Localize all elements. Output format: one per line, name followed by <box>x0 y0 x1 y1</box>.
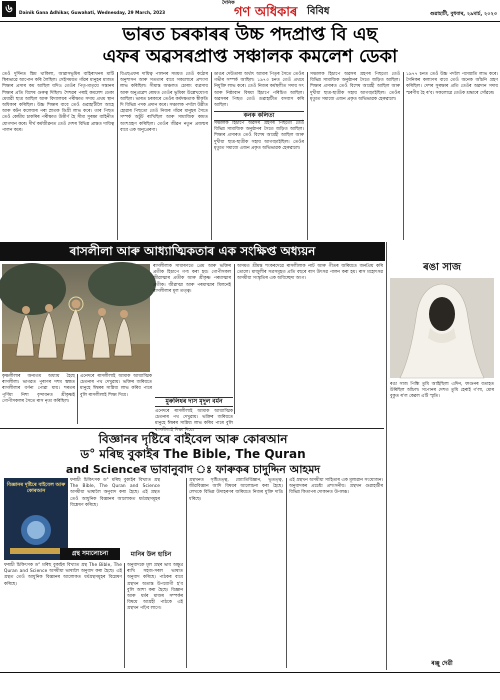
lead-headline-line2: এফৰ অৱসৰপ্ৰাপ্ত সঞ্চালক কমলেশ ডেকা <box>102 46 398 67</box>
rasalila-text-mid: ৰাসলীলাক সাধাৰণতে প্ৰেম আৰু ভক্তিৰ প্ৰতীক হিচাপে গণ্য কৰা হয়। গোপীসকল জীৱাত্মাৰ প্ৰতীক আৰু শ্ৰীকৃষ্ণ পৰমাত্মাৰ প্ৰতীক। জীৱাত্মা আৰু পৰমাত্মাৰ মিলনেই ৰাসলীলাৰ মূল তত্ত্ব। <box>153 264 231 294</box>
page-header <box>0 0 500 22</box>
poem-title: ৰঙা সাজ <box>423 262 461 273</box>
science-text-bottom-left: ফৰাচী চিকিৎসক ড° মৰিছ বুকাইৰ বিখ্যাত গ্ৰন্থ The Bible, The Quran and Science অসমীয়া ভাষালৈ অনুবাদ কৰা হৈছে। এই গ্ৰন্থত তেওঁ আধুনিক বিজ্ঞানৰ আলোকত ধৰ্মগ্ৰন্থসমূহৰ বিশ্লেষণ কৰিছে। <box>4 563 122 587</box>
col-divider <box>211 72 212 240</box>
lead-col-3: ডাঙৰ দেউতাৰা অৰ্থাৎ আমাৰ পিতৃৰ সৈতে তেওঁৰ গভীৰ সম্পৰ্ক আছিল। ১৯৭৩ চনত তেওঁ প্ৰথমে নিযুক্তি লাভ কৰে। তেওঁ নিজৰ কৰ্মস্থলীত সদায় সৎ আৰু নিষ্ঠাবান বিষয়া হিচাপে পৰিচিত আছিল। অৱসৰৰ পিছত তেওঁ গুৱাহাটীত বসবাস কৰি আছিল। <box>214 72 304 109</box>
rasalila-text-bottom: এনেদৰে ৰাসলীলাই আমাক আধ্যাত্মিক চেতনাৰ পথ দেখুৱায়। ভক্তিৰ জৰিয়তে মানুহে ঈশ্বৰৰ সান্নিধ্য লাভ কৰিব পাৰে বুলি ৰাসলীলাই শিক্ষা দিয়ে। <box>80 374 152 398</box>
dateline: Dainik Gana Adhikar, Guwahati, Wednesday, 29 March, 2023 <box>19 11 166 16</box>
veiled-woman-image <box>390 278 494 378</box>
lead-col-2: বিএছএফৰ দায়িত্ব পালনৰ সময়ত তেওঁ কঠোৰ অনুশাসন আৰু সততাৰ বাবে সকলোৰে প্ৰশংসা লাভ কৰিছিল। সীমান্ত অঞ্চলত চোৰাং ব্যৱসায় আৰু অনুপ্ৰৱেশ ৰোধত তেওঁৰ ভূমিকা উল্লেখযোগ্য আছিল। ভাৰত চৰকাৰে তেওঁৰ কৰ্মদক্ষতাক স্বীকৃতি দি বিভিন্ন পদক প্ৰদান কৰে। সঞ্চালক পদলৈ উন্নীত হোৱাৰ পিছতো তেওঁ নিজৰ গাঁৱৰ মানুহৰ সৈতে সম্পৰ্ক অটুট ৰাখিছিল আৰু সামাজিক কামত অংশগ্ৰহণ কৰিছিল। তেওঁৰ জীৱন নতুন প্ৰজন্মৰ বাবে এক অনুপ্ৰেৰণা। <box>120 72 208 133</box>
lead-col-4: সঞ্চালক হিচাপে অৱসৰ গ্ৰহণৰ পিছতো তেওঁ বিভিন্ন সামাজিক অনুষ্ঠানৰ সৈতে জড়িত আছিল। শিক্ষাৰ প্ৰসাৰত তেওঁ বিশেষ আগ্ৰহী আছিল আৰু দুখীয়া ছাত্ৰ-ছাত্ৰীক সহায় আগবঢ়াইছিল। তেওঁৰ মৃত্যুত সমাজে এজন প্ৰকৃত অভিভাৱক হেৰুৱালে। <box>310 72 400 102</box>
science-text-right: গ্ৰন্থখনত সৃষ্টিতত্ত্ব, জ্যোতিৰ্বিজ্ঞান, ভূতত্ত্ব, জীৱবিজ্ঞান আদি বিষয়ৰ আলোচনা কৰা হৈছে। লেখকে বিভিন্ন উদাহৰণৰ জৰিয়তে নিজৰ যুক্তি দাঙি ধৰিছে। <box>189 478 283 502</box>
poem-photo <box>390 278 494 378</box>
book-cover-art-image <box>4 508 68 558</box>
col-divider <box>307 72 308 240</box>
science-text-left: ফৰাচী চিকিৎসক ড° মৰিছ বুকাইৰ বিখ্যাত গ্ৰন্থ The Bible, The Quran and Science অসমীয়া ভাষালৈ অনুবাদ কৰা হৈছে। এই গ্ৰন্থত তেওঁ আধুনিক বিজ্ঞানৰ আলোকত ধৰ্মগ্ৰন্থসমূহৰ বিশ্লেষণ কৰিছে। <box>70 478 160 508</box>
footer-rule <box>0 672 500 673</box>
col-divider <box>403 72 404 240</box>
header-rule <box>0 21 500 22</box>
review-tag: গ্ৰন্থ সমালোচনা <box>60 548 120 560</box>
science-headline-line3: and Scienceৰ ভাবানুবাদ ঃ ফাৰুকৰ চাদুদ্দিন আহমদ <box>65 463 321 476</box>
rasalila-text-bottom2: এনেদৰে ৰাসলীলাই আমাক আধ্যাত্মিক চেতনাৰ পথ দেখুৱায়। ভক্তিৰ জৰিয়তে মানুহে ঈশ্বৰৰ সান্নিধ্য লাভ কৰিব পাৰে বুলি ৰাসলীলাই শিক্ষা দিয়ে। <box>155 409 233 433</box>
col-divider <box>186 478 187 668</box>
book-cover <box>4 478 68 560</box>
col-divider <box>77 374 78 424</box>
col-divider <box>234 264 235 414</box>
rasalila-text-right: অসমত শ্ৰীমন্ত শংকৰদেৱে ৰাসলীলাক নাট আৰু গীতৰ জৰিয়তে জনপ্ৰিয় কৰি তোলে। মাজুলীৰ সত্ৰসমূহত প্ৰতি বছৰে ৰাস উৎসৱ পালন কৰা হয়। ৰাস মহোৎসৱ অসমীয়া সংস্কৃতিৰ এক অবিচ্ছেদ্য অংগ। <box>237 264 383 282</box>
page-number: ৬ <box>2 1 16 17</box>
rasalila-byline: মুৰুলিধৰ দাস মৃদুল বৰ্মন <box>155 397 233 407</box>
krishna-gopis-painting-image <box>2 264 150 372</box>
section-label: বিবিধ <box>307 6 330 17</box>
rasalila-painting <box>2 264 150 372</box>
masthead-small: দৈনিক <box>222 0 235 6</box>
poem-text: ৰঙা সাজ পিন্ধি তুমি আহিছিলা এদিন, ফাগুনৰ বতাহত উৰিছিল আঁচল। সপোনৰ দেশত তুমি হেৰাই গ'লা, মোৰ বুকুত ৰ'ল কেৱল এটি স্মৃতি। <box>390 382 494 400</box>
col-divider <box>124 563 125 668</box>
date-assamese: গুৱাহাটী, বুধবাৰ, ২৯মাৰ্চ, ২০২৩ <box>429 11 497 17</box>
science-headline-line2: ড° মৰিছ বুকাইৰ The Bible, The Quran <box>80 447 306 461</box>
science-text-far: এই গ্ৰন্থখন অসমীয়া সাহিত্যৰ এক মূল্যৱান সংযোজন। অনুবাদকৰ প্ৰচেষ্টা প্ৰশংসনীয়। গ্ৰন্থখন গুৱাহাটীৰ বিভিন্ন কিতাপৰ দোকানত উপলব্ধ। <box>289 478 383 496</box>
lead-subhead: কনক কলিতা <box>214 111 304 121</box>
poem-author: ৰঞ্জু দেৱী <box>431 660 453 667</box>
lead-col-3b: সঞ্চালক হিচাপে অৱসৰ গ্ৰহণৰ পিছতো তেওঁ বিভিন্ন সামাজিক অনুষ্ঠানৰ সৈতে জড়িত আছিল। শিক্ষাৰ প্ৰসাৰত তেওঁ বিশেষ আগ্ৰহী আছিল আৰু দুখীয়া ছাত্ৰ-ছাত্ৰীক সহায় আগবঢ়াইছিল। তেওঁৰ মৃত্যুত সমাজে এজন প্ৰকৃত অভিভাৱক হেৰুৱালে। <box>214 121 304 151</box>
section-rule <box>0 428 384 429</box>
science-headline-line1: বিজ্ঞানৰ দৃষ্টিৰে বাইবেল আৰু কোৰআন <box>98 432 288 446</box>
book-cover-title: বিজ্ঞানৰ দৃষ্টিৰে বাইবেল আৰু কোৰআন <box>6 482 66 494</box>
col-divider <box>117 72 118 240</box>
lead-col-1: তেওঁ দুৰ্দিনত স্তিম থাকিলা, আৱাসভূমিৰ বাহিৰাখনৰ মাটি স্থিৰভাৱে আপোন কৰি লৈছিল। সেইসময়ত গাঁৱৰ মানুহৰ মাজত শিক্ষাৰ প্ৰসাৰ কম আছিল যদিও তেওঁৰ পিতৃ-মাতৃয়ে সন্তানৰ শিক্ষাৰ প্ৰতি বিশেষ গুৰুত্ব দিছিল। শৈশৱৰ পৰাই কমলেশ ডেকা মেধাৱী ছাত্ৰ আছিল আৰু বিদ্যালয়ৰ পৰীক্ষাত সদায় প্ৰথম স্থান অধিকাৰ কৰিছিল। উচ্চ শিক্ষাৰ বাবে তেওঁ গুৱাহাটীলৈ আহে আৰু কটন কলেজৰ পৰা স্নাতক ডিগ্ৰী লাভ কৰে। তাৰ পিছত তেওঁ কেন্দ্ৰীয় চাকৰিৰ পৰীক্ষাত উত্তীৰ্ণ হৈ সীমা সুৰক্ষা বাহিনীত যোগদান কৰে। দীৰ্ঘ কৰ্মজীৱনত তেওঁ দেশৰ বিভিন্ন প্ৰান্তত দায়িত্ব পালন কৰে। <box>2 72 114 133</box>
masthead: গণ অধিকাৰ <box>234 5 298 20</box>
rasalila-text-left: কৃষ্ণলীলাৰ অন্যতম অধ্যায় হৈছে ৰাসলীলা। ভাগৱত পুৰাণৰ দশম স্কন্ধত ৰাসলীলাৰ বৰ্ণনা পোৱা যায়। শৰতৰ পূৰ্ণিমা নিশা বৃন্দাবনত শ্ৰীকৃষ্ণই গোপীসকলৰ সৈতে ৰাস নৃত্য কৰিছিল। <box>2 374 75 404</box>
science-text-mid: অনুবাদকে মূল গ্ৰন্থৰ ভাব অক্ষুণ্ণ ৰাখি সহজ-সৰল ভাষাত অনুবাদ কৰিছে। পাঠকৰ বাবে গ্ৰন্থখন অত্যন্ত উপযোগী হ'ব বুলি আশা কৰা হৈছে। বিজ্ঞান আৰু ধৰ্মৰ মাজৰ সম্পৰ্কৰ বিষয়ে আগ্ৰহী পাঠকে এই গ্ৰন্থখন পঢ়িব লাগে। <box>127 563 183 612</box>
lead-col-5: ১৯৭৭ চনত তেওঁ উচ্চ পদলৈ পদোন্নতি লাভ কৰে। সৈনিকৰ কল্যাণৰ বাবে তেওঁ অনেক আঁচনি গ্ৰহণ কৰিছিল। দেশৰ সুৰক্ষাৰ প্ৰতি তেওঁৰ অৱদান সদায় স্মৰণীয় হৈ ৰ'ব। সকলোৱে তেওঁক শ্ৰদ্ধাৰে সোঁৱৰে। <box>406 72 498 96</box>
reviewer-name: মানিৰ উল হাচিন <box>130 551 172 558</box>
lead-headline-line1: ভাৰত চৰকাৰৰ উচ্চ পদপ্ৰাপ্ত বি এছ <box>122 24 378 45</box>
rasalila-headline-banner: ৰাসলীলা আৰু আধ্যাত্মিকতাৰ এক সংক্ষিপ্ত অধ্যয়ন <box>0 242 385 261</box>
col-divider <box>286 478 287 668</box>
